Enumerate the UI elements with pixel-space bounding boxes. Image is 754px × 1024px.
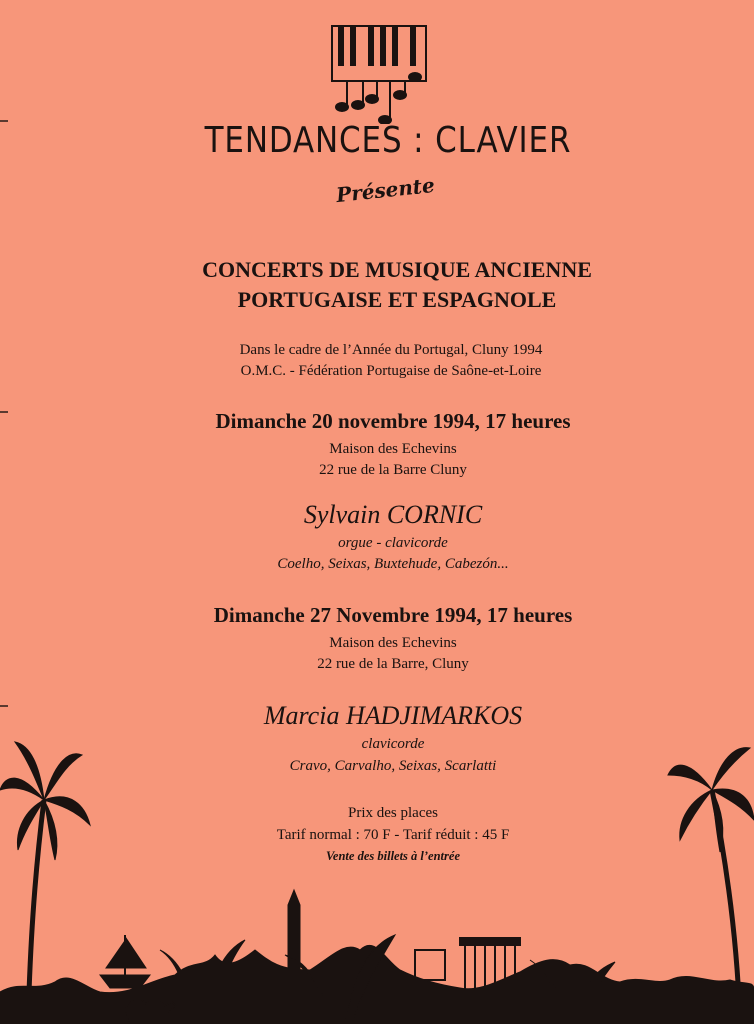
headline-line-2: PORTUGAISE ET ESPAGNOLE: [237, 287, 557, 312]
concert-2-date: Dimanche 27 Novembre 1994, 17 heures: [213, 603, 573, 627]
context-block: [14, 340, 754, 382]
concert-1-address: 22 rue de la Barre Cluny: [319, 462, 467, 478]
ticket-sales-note: Vente des billets à l’entrée: [325, 849, 460, 863]
punch-mark: [0, 705, 8, 707]
concert-1-venue: Maison des Echevins: [329, 441, 457, 457]
punch-mark: [0, 120, 8, 122]
headline: [20, 255, 754, 315]
context-line-2: O.M.C. - Fédération Portugaise de Saône-et-Loire: [240, 363, 542, 379]
context-line-1: Dans le cadre de l’Année du Portugal, Cluny 1994: [239, 342, 543, 358]
price-label: Prix des places: [348, 805, 438, 821]
price-rates: Tarif normal : 70 F - Tarif réduit : 45 F: [276, 827, 510, 843]
headline-line-1: CONCERTS DE MUSIQUE ANCIENNE: [202, 257, 592, 282]
ship-icon: [100, 935, 150, 988]
brand-tagline: Présente: [335, 172, 436, 208]
concert-2-instrument: clavicorde: [361, 736, 425, 752]
concert-1-instrument: orgue - clavicorde: [338, 535, 448, 551]
concert-1-venue-block: [16, 439, 754, 481]
punch-mark: [0, 411, 8, 413]
concert-2-artist: Marcia HADJIMARKOS: [263, 701, 523, 730]
piano-notes-logo: [330, 24, 430, 124]
concert-2-venue: Maison des Echevins: [329, 635, 457, 651]
concert-2-address: 22 rue de la Barre, Cluny: [317, 656, 469, 672]
concert-1-artist: Sylvain CORNIC: [303, 500, 483, 529]
landscape-illustration: [0, 730, 754, 1024]
concert-1-repertoire: Coelho, Seixas, Buxtehude, Cabezón...: [277, 556, 509, 572]
concert-2-repertoire: Cravo, Carvalho, Seixas, Scarlatti: [289, 758, 497, 774]
brand-name: TENDANCES : CLAVIER: [204, 120, 572, 161]
concert-2-venue-block: [16, 633, 754, 675]
concert-1-date: Dimanche 20 novembre 1994, 17 heures: [215, 409, 571, 433]
